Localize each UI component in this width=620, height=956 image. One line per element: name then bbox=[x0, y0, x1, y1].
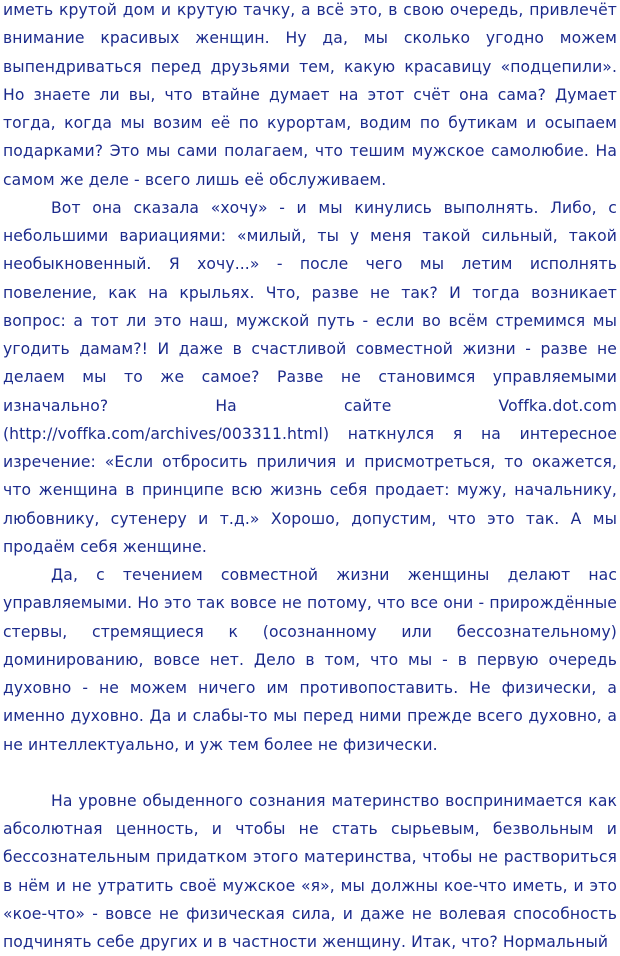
paragraph-3: Да, с течением совместной жизни женщины делают нас управляемыми. Но это так вовсе не потому, что все они - прирождённые стервы, стремящиеся к (осознанному или бессознательному) доминированию, вовсе нет. Дело в том, что мы - в первую очередь духовно - не можем ничего им противопоставить. Не физически, а именно духовно. Да и слабы-то мы перед ними прежде всего духовно, а не интеллектуально, и уж тем более не физически. bbox=[3, 566, 617, 754]
paragraph-2: Вот она сказала «хочу» - и мы кинулись выполнять. Либо, с небольшими вариациями: «милый, ты у меня такой сильный, такой необыкновенный. Я хочу...» - после чего мы летим исполнять повеление, как на крыльях. Что, разве не так? И тогда возникает вопрос: а тот ли это наш, мужской путь - если во всём стремимся мы угодить дамам?! И даже в счастливой совместной жизни - разве не делаем мы то же самое? Разве не становимся управляемыми изначально? На сайте Voffka.dot.com (http://voffka.com/archives/003311.html) наткнулся я на интересное изречение: «Если отбросить приличия и присмотреться, то окажется, что женщина в принципе всю жизнь себя продает: мужу, начальнику, любовнику, сутенеру и т.д.» Хорошо, допустим, что это так. А мы продаём себя женщине. bbox=[3, 198, 617, 556]
paragraph-gap bbox=[3, 759, 617, 787]
paragraph-4: На уровне обыденного сознания материнство воспринимается как абсолютная ценность, и чтобы не стать сырьевым, безвольным и бессознательным придатком этого материнства, чтобы не раствориться в нём и не утратить своё мужское «я», мы должны кое-что иметь, и это «кое-что» - вовсе не физическая сила, и даже не волевая способность подчинять себе других и в частности женщину. Итак, что? Нормальный bbox=[3, 791, 617, 951]
paragraph-1: иметь крутой дом и крутую тачку, а всё это, в свою очередь, привлечёт внимание красивых женщин. Ну да, мы сколько угодно можем выпендриваться перед друзьями тем, какую красавицу «подцепили». Но знаете ли вы, что втайне думает на этот счёт она сама? Думает тогда, когда мы возим её по курортам, водим по бутикам и осыпаем подарками? Это мы сами полагаем, что тешим мужское самолюбие. На самом же деле - всего лишь её обслуживаем. bbox=[3, 1, 617, 189]
